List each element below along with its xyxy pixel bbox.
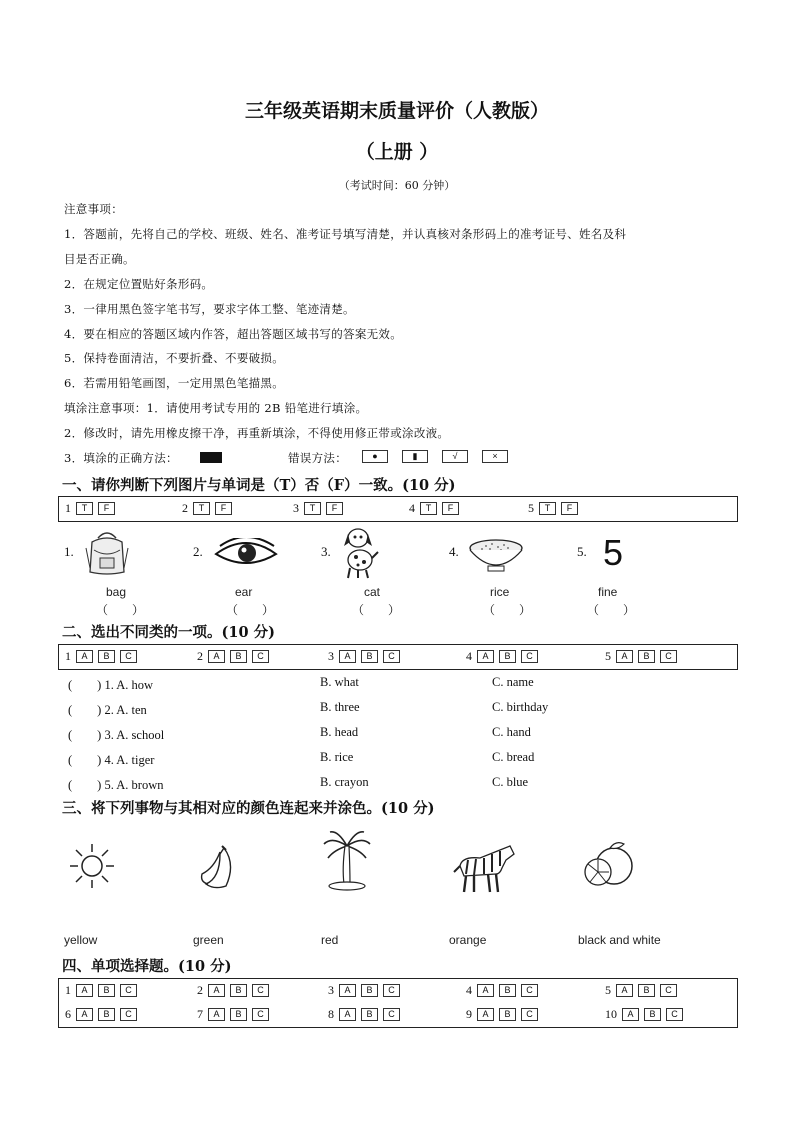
- item-number: 2.: [193, 544, 203, 559]
- wrong-mark: ▮: [402, 450, 428, 463]
- answer-option-A[interactable]: A: [339, 650, 356, 663]
- answer-option-C[interactable]: C: [666, 1008, 683, 1021]
- note-line: 填涂注意事项：1．请使用考试专用的 2B 铅笔进行填涂。: [64, 401, 368, 415]
- answer-option-A[interactable]: A: [76, 1008, 93, 1021]
- answer-paren[interactable]: （ ）: [96, 603, 145, 617]
- answer-option-C[interactable]: C: [383, 1008, 400, 1021]
- answer-option-C[interactable]: C: [521, 1008, 538, 1021]
- note-line: 1．答题前，先将自己的学校、班级、姓名、准考证号填写清楚，并认真核对条形码上的准考证号、姓名及科: [64, 227, 627, 241]
- answer-item: 4 A B C: [466, 983, 538, 998]
- item-word: rice: [490, 585, 510, 599]
- answer-option-B[interactable]: B: [499, 650, 516, 663]
- wrong-method-label: 错误方法：: [288, 451, 347, 465]
- answer-option-T[interactable]: T: [193, 502, 210, 515]
- answer-option-C[interactable]: C: [521, 650, 538, 663]
- question-stem: ( ) 5. A. brown: [68, 778, 164, 792]
- answer-option-T[interactable]: T: [539, 502, 556, 515]
- answer-option-C[interactable]: C: [252, 650, 269, 663]
- answer-item: 6 A B C: [65, 1007, 137, 1022]
- wrong-mark: ●: [362, 450, 388, 463]
- note-line: 2．修改时，请先用橡皮擦干净，再重新填涂，不得使用修正带或涂改液。: [64, 426, 450, 440]
- answer-item: 2 T F: [182, 501, 232, 516]
- option-b: B. crayon: [320, 775, 369, 789]
- option-c: C. name: [492, 675, 534, 689]
- answer-option-F[interactable]: F: [442, 502, 459, 515]
- answer-item: 5 T F: [528, 501, 578, 516]
- answer-option-B[interactable]: B: [98, 1008, 115, 1021]
- color-word: green: [193, 933, 224, 947]
- page-title: 三年级英语期末质量评价（人教版）: [244, 100, 549, 122]
- exam-time: （考试时间：60 分钟）: [338, 179, 456, 192]
- note-line: 4．要在相应的答题区域内作答，超出答题区域书写的答案无效。: [64, 327, 403, 341]
- answer-option-B[interactable]: B: [361, 650, 378, 663]
- answer-option-T[interactable]: T: [420, 502, 437, 515]
- color-word: black and white: [578, 933, 661, 947]
- answer-item: 7 A B C: [197, 1007, 269, 1022]
- answer-option-B[interactable]: B: [98, 650, 115, 663]
- answer-item: 8 A B C: [328, 1007, 400, 1022]
- answer-option-A[interactable]: A: [622, 1008, 639, 1021]
- item-number: 1.: [64, 544, 74, 559]
- answer-option-B[interactable]: B: [644, 1008, 661, 1021]
- question-stem: ( ) 1. A. how: [68, 678, 154, 692]
- option-b: B. three: [320, 700, 360, 714]
- color-word: yellow: [64, 933, 98, 947]
- answer-option-F[interactable]: F: [98, 502, 115, 515]
- answer-option-B[interactable]: B: [98, 984, 115, 997]
- answer-item: 5 A B C: [605, 649, 677, 664]
- section1-heading: 一、请你判断下列图片与单词是（T）否（F）一致。(10 分): [62, 477, 456, 494]
- answer-option-B[interactable]: B: [499, 984, 516, 997]
- wrong-mark: ×: [482, 450, 508, 463]
- answer-item: 9 A B C: [466, 1007, 538, 1022]
- answer-item: 2 A B C: [197, 649, 269, 664]
- answer-option-C[interactable]: C: [252, 984, 269, 997]
- palm-tree-icon: [322, 828, 372, 892]
- option-c: C. birthday: [492, 700, 549, 714]
- note-line: 3．一律用黑色签字笔书写，要求字体工整、笔迹清楚。: [64, 302, 355, 316]
- answer-option-C[interactable]: C: [521, 984, 538, 997]
- wrong-mark: √: [442, 450, 468, 463]
- answer-item: 4 T F: [409, 501, 459, 516]
- answer-option-A[interactable]: A: [616, 984, 633, 997]
- answer-paren[interactable]: （ ）: [587, 603, 636, 617]
- item-number: 3.: [321, 544, 331, 559]
- question-stem: ( ) 3. A. school: [68, 728, 165, 742]
- section2-answer-box: [58, 644, 738, 670]
- answer-paren[interactable]: （ ）: [226, 603, 275, 617]
- banana-icon: [196, 844, 242, 892]
- answer-option-A[interactable]: A: [616, 650, 633, 663]
- answer-option-A[interactable]: A: [208, 650, 225, 663]
- answer-option-T[interactable]: T: [304, 502, 321, 515]
- item-word: fine: [598, 585, 618, 599]
- answer-item: 10 A B C: [605, 1007, 683, 1022]
- color-word: red: [321, 933, 339, 947]
- note-line: 目是否正确。: [64, 252, 135, 266]
- item-number: 5.: [577, 544, 587, 559]
- answer-option-B[interactable]: B: [361, 1008, 378, 1021]
- rice-bowl-icon: [466, 536, 526, 576]
- answer-option-A[interactable]: A: [339, 1008, 356, 1021]
- dog-icon: [338, 524, 382, 580]
- section4-answer-box: [58, 978, 738, 1028]
- answer-option-B[interactable]: B: [638, 650, 655, 663]
- item-word: cat: [364, 585, 381, 599]
- answer-option-B[interactable]: B: [499, 1008, 516, 1021]
- section4-heading: 四、单项选择题。(10 分): [62, 958, 232, 975]
- fill-method-label: 3．填涂的正确方法：: [64, 451, 178, 465]
- answer-option-A[interactable]: A: [76, 984, 93, 997]
- option-b: B. head: [320, 725, 359, 739]
- answer-option-B[interactable]: B: [230, 984, 247, 997]
- answer-paren[interactable]: （ ）: [352, 603, 401, 617]
- zebra-icon: [450, 842, 518, 894]
- section2-heading: 二、选出不同类的一项。(10 分): [62, 624, 275, 641]
- answer-paren[interactable]: （ ）: [483, 603, 532, 617]
- item-word: bag: [106, 585, 127, 599]
- answer-option-A[interactable]: A: [208, 984, 225, 997]
- answer-option-C[interactable]: C: [383, 984, 400, 997]
- answer-item: 3 T F: [293, 501, 343, 516]
- answer-item: 1 A B C: [65, 649, 137, 664]
- note-line: 2．在规定位置贴好条形码。: [64, 277, 214, 291]
- answer-option-B[interactable]: B: [230, 650, 247, 663]
- answer-option-T[interactable]: T: [76, 502, 93, 515]
- question-stem: ( ) 2. A. ten: [68, 703, 147, 717]
- answer-option-C[interactable]: C: [120, 984, 137, 997]
- answer-item: 1 T F: [65, 501, 115, 516]
- question-stem: ( ) 4. A. tiger: [68, 753, 155, 767]
- answer-option-A[interactable]: A: [477, 1008, 494, 1021]
- number-five-picture: 5: [603, 532, 624, 573]
- answer-option-B[interactable]: B: [230, 1008, 247, 1021]
- answer-option-C[interactable]: C: [383, 650, 400, 663]
- note-line: 6．若需用铅笔画图，一定用黑色笔描黑。: [64, 376, 285, 390]
- answer-item: 4 A B C: [466, 649, 538, 664]
- item-word: ear: [235, 585, 253, 599]
- answer-option-B[interactable]: B: [638, 984, 655, 997]
- answer-option-B[interactable]: B: [361, 984, 378, 997]
- section3-heading: 三、将下列事物与其相对应的颜色连起来并涂色。(10 分): [62, 800, 435, 817]
- answer-item: 5 A B C: [605, 983, 677, 998]
- sun-icon: [68, 842, 116, 890]
- answer-option-A[interactable]: A: [477, 984, 494, 997]
- eye-icon: [214, 538, 278, 568]
- backpack-icon: [80, 528, 134, 578]
- answer-option-F[interactable]: F: [561, 502, 578, 515]
- notes-heading: 注意事项：: [64, 202, 123, 216]
- answer-option-A[interactable]: A: [76, 650, 93, 663]
- color-word: orange: [449, 933, 487, 947]
- answer-option-C[interactable]: C: [120, 1008, 137, 1021]
- note-line: 5．保持卷面清洁，不要折叠、不要破损。: [64, 351, 285, 365]
- item-number: 4.: [449, 544, 459, 559]
- answer-item: 3 A B C: [328, 983, 400, 998]
- option-b: B. what: [320, 675, 359, 689]
- orange-icon: [582, 840, 636, 892]
- answer-option-C[interactable]: C: [120, 650, 137, 663]
- answer-option-A[interactable]: A: [339, 984, 356, 997]
- answer-option-C[interactable]: C: [252, 1008, 269, 1021]
- option-c: C. blue: [492, 775, 529, 789]
- page-subtitle: （上册 ）: [355, 141, 439, 163]
- answer-option-A[interactable]: A: [208, 1008, 225, 1021]
- option-c: C. hand: [492, 725, 531, 739]
- answer-option-F[interactable]: F: [215, 502, 232, 515]
- answer-option-C[interactable]: C: [660, 650, 677, 663]
- answer-item: 1 A B C: [65, 983, 137, 998]
- option-b: B. rice: [320, 750, 354, 764]
- wrong-method-samples: [362, 450, 508, 463]
- option-c: C. bread: [492, 750, 535, 764]
- answer-option-A[interactable]: A: [477, 650, 494, 663]
- section1-answer-box: [58, 496, 738, 522]
- answer-item: 2 A B C: [197, 983, 269, 998]
- answer-option-F[interactable]: F: [326, 502, 343, 515]
- correct-fill-sample: [200, 452, 222, 463]
- answer-item: 3 A B C: [328, 649, 400, 664]
- answer-option-C[interactable]: C: [660, 984, 677, 997]
